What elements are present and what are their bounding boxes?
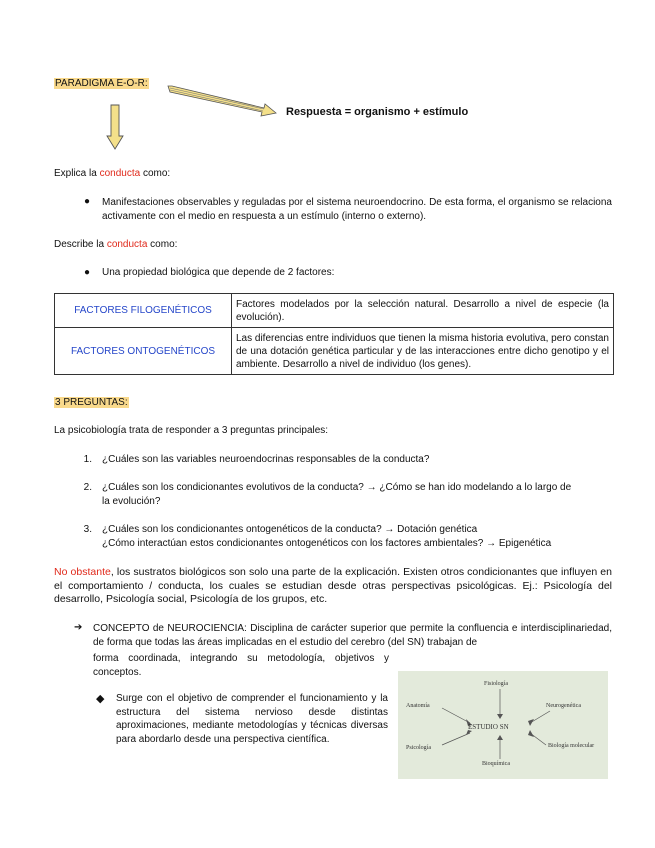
- no-obstante-keyword: No obstante: [54, 566, 111, 578]
- neurociencia-sub-bullet: Surge con el objetivo de comprender el funcionamiento y la estructura del sistema nervioso desde distintas aproximaciones, mediante metodologías y técnicas diversas para abordarlo desde una perspectiva científica.: [116, 693, 388, 745]
- factors-table: [54, 293, 614, 375]
- factor-label: FACTORES FILOGENÉTICOS: [55, 294, 232, 328]
- describe-line: [54, 239, 177, 250]
- response-formula: Respuesta = organismo + estímulo: [286, 106, 469, 118]
- bullet-dot-icon: ●: [84, 196, 91, 207]
- list-item-continuation: ¿Cómo interactúan estos condicionantes ontogenéticos con los factores ambientales? → Epigenética: [102, 538, 552, 549]
- describe-bullet: Una propiedad biológica que depende de 2 factores:: [102, 267, 335, 278]
- table-row: [55, 328, 614, 375]
- explica-line: [54, 168, 170, 179]
- no-obstante-text: , los sustratos biológicos son solo una parte de la explicación. Existen otros condicionantes que influyen en el comportamiento / conducta, los cuales se estudian desde otras perspectivas psicológicas. Ej.: Psicología del desarrollo, Psicología social, Psicología de los grupos, etc.: [54, 566, 612, 605]
- list-item: ¿Cuáles son las variables neuroendocrinas responsables de la conducta?: [102, 454, 430, 465]
- list-item: ¿Cuáles son los condicionantes ontogenéticos de la conducta? → Dotación genética: [102, 524, 478, 535]
- arrow-bullet-icon: ➔: [74, 622, 83, 633]
- paradigm-label-text: PARADIGMA E-O-R:: [55, 78, 148, 89]
- explica-bullet: Manifestaciones observables y reguladas por el sistema neuroendocrino. De esta forma, el organismo se relaciona activamente con el medio en respuesta a un estímulo (interno o externo).: [102, 197, 612, 222]
- preguntas-heading-text: 3 PREGUNTAS:: [55, 397, 128, 408]
- neurociencia-continuation: forma coordinada, integrando su metodología, objetivos y conceptos.: [93, 653, 389, 678]
- diagram-center: ESTUDIO SN: [468, 723, 509, 731]
- list-item: ¿Cuáles son los condicionantes evolutivos de la conducta? → ¿Cómo se han ido modelando a lo largo de: [102, 482, 572, 493]
- factor-description: Factores modelados por la selección natural. Desarrollo a nivel de especie (la evolución).: [232, 294, 614, 328]
- explica-prefix: Explica la: [54, 168, 100, 179]
- factor-description: Las diferencias entre individuos que tienen la misma historia evolutiva, pero constan de una dotación genética particular y de las interacciones entre dicho genotipo y el ambiente. Desarrollo a nivel de individuo (los genes).: [232, 328, 614, 375]
- diagram-node-bottom-right: Biología molecular: [548, 743, 595, 749]
- neuroscience-diagram: [398, 671, 608, 779]
- arrow-down-icon: [106, 104, 124, 150]
- preguntas-heading: [54, 397, 129, 408]
- describe-prefix: Describe la: [54, 239, 107, 250]
- preguntas-intro: La psicobiología trata de responder a 3 preguntas principales:: [54, 425, 329, 436]
- table-row: [55, 294, 614, 328]
- describe-keyword: conducta: [106, 239, 148, 250]
- bullet-dot-icon: ●: [84, 267, 91, 278]
- list-number: 3.: [83, 524, 92, 535]
- diagram-node-left: Anatomía: [406, 703, 430, 709]
- factor-label: FACTORES ONTOGENÉTICOS: [55, 328, 232, 375]
- arrow-right-icon: [166, 82, 282, 118]
- diagram-node-top: Fisiología: [484, 681, 509, 687]
- list-number: 1.: [83, 454, 92, 465]
- paradigm-label: [54, 78, 149, 89]
- explica-keyword: conducta: [99, 168, 141, 179]
- list-number: 2.: [83, 482, 92, 493]
- neurociencia-lead: CONCEPTO de NEUROCIENCIA: Disciplina de carácter superior que permite la confluencia e interdisciplinariedad, de forma que todas las áreas implicadas en el estudio del cerebro (del SN) trabajan de: [93, 623, 612, 648]
- diagram-node-bottom: Bioquímica: [482, 761, 510, 767]
- describe-suffix: como:: [147, 239, 178, 250]
- diamond-bullet-icon: ◆: [96, 693, 105, 705]
- diagram-node-right: Neurogenética: [546, 703, 581, 709]
- no-obstante-paragraph: [54, 566, 612, 607]
- explica-suffix: como:: [140, 168, 171, 179]
- list-item-continuation: la evolución?: [102, 496, 161, 507]
- diagram-node-bottom-left: Psicología: [406, 745, 431, 751]
